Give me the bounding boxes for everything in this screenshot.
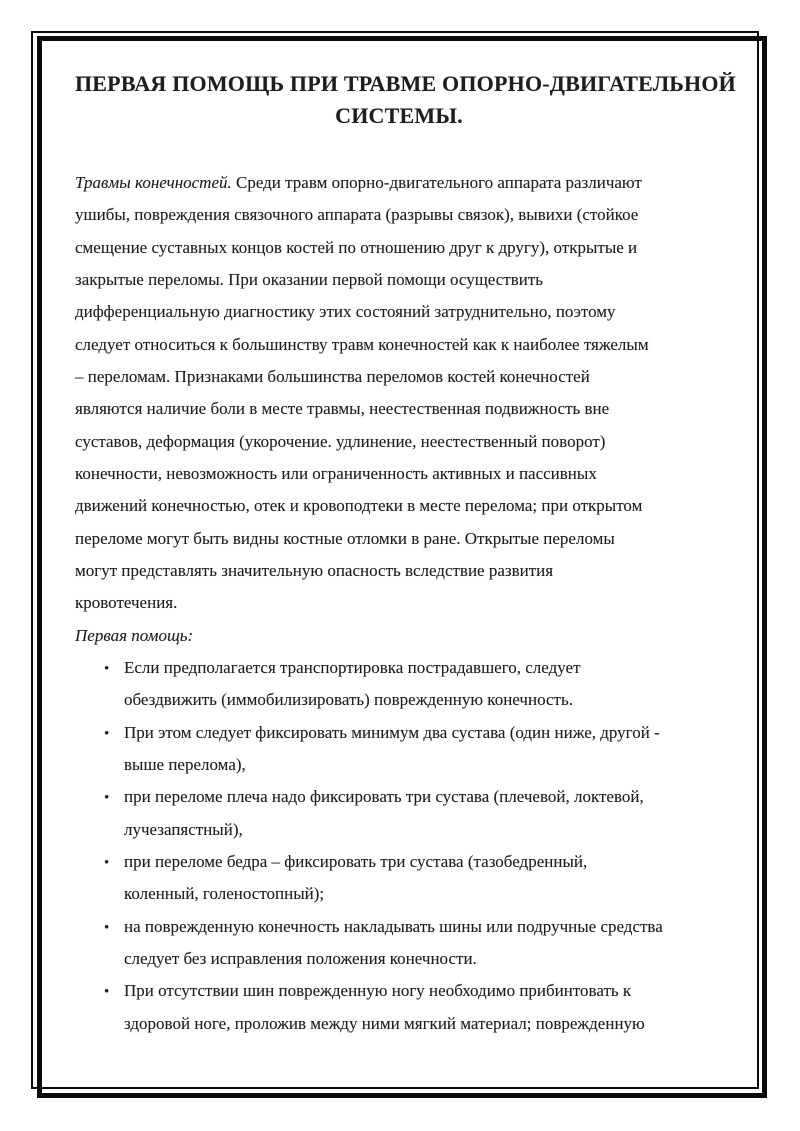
section-heading-italic: Первая помощь: [75,625,194,645]
bullet-item-line [75,781,743,813]
paragraph-text: Среди травм опорно-двигательного аппарата различают [231,173,642,192]
bullet-item-line [75,717,743,749]
document-body [75,167,743,1040]
bullet-text: При отсутствии шин поврежденную ногу необходимо прибинтовать к [124,981,632,1001]
bullet-icon: • [104,984,110,1001]
bullet-item-line [75,911,743,943]
paragraph-line: – переломам. Признаками большинства переломов костей конечностей [75,366,590,386]
paragraph-lead-italic: Травмы конечностей. [75,173,232,192]
title-line: ПЕРВАЯ ПОМОЩЬ ПРИ ТРАВМЕ ОПОРНО-ДВИГАТЕЛЬНОЙ [75,71,736,96]
paragraph-line [75,167,743,199]
bullet-icon: • [104,790,110,807]
paragraph-line: переломе могут быть видны костные отломки в ране. Открытые переломы [75,528,615,548]
paragraph-line [75,620,743,652]
bullet-item-line [75,652,743,684]
paragraph-line: могут представлять значительную опасность вследствие развития [75,560,554,580]
paragraph-line: движений конечностью, отек и кровоподтеки в месте перелома; при открытом [75,496,643,516]
bullet-text: при переломе плеча надо фиксировать три сустава (плечевой, локтевой, [124,787,644,807]
paragraph-line: суставов, деформация (укорочение. удлинение, неестественный поворот) [75,431,606,451]
paragraph-line: здоровой ноге, проложив между ними мягкий материал; поврежденную [124,1013,645,1033]
paragraph-line: коленный, голеностопный); [124,884,325,904]
document-title [75,68,736,133]
paragraph-line: дифференциальную диагностику этих состояний затруднительно, поэтому [75,302,616,322]
paragraph-line: являются наличие боли в месте травмы, неестественная подвижность вне [75,399,610,419]
bullet-item-line [75,975,743,1007]
paragraph-line: закрытые переломы. При оказании первой помощи осуществить [75,269,544,289]
title-line: СИСТЕМЫ. [335,103,463,129]
bullet-text: При этом следует фиксировать минимум два сустава (один ниже, другой - [124,722,660,742]
paragraph-line: следует без исправления положения конечности. [124,948,477,968]
paragraph-line: следует относиться к большинству травм конечностей как к наиболее тяжелым [75,334,649,354]
bullet-text: Если предполагается транспортировка пострадавшего, следует [124,657,581,677]
bullet-item-line [75,846,743,878]
paragraph-line: конечности, невозможность или ограниченность активных и пассивных [75,463,597,483]
paragraph-line: выше перелома), [124,754,246,774]
paragraph-line: смещение суставных концов костей по отношению друг к другу), открытые и [75,237,638,257]
bullet-icon: • [104,725,110,742]
paragraph-line: лучезапястный), [124,819,243,839]
bullet-text: на поврежденную конечность накладывать шины или подручные средства [124,916,663,936]
paragraph-line: ушибы, повреждения связочного аппарата (разрывы связок), вывихи (стойкое [75,205,639,225]
bullet-text: при переломе бедра – фиксировать три сустава (тазобедренный, [124,851,588,871]
bullet-icon: • [104,660,110,677]
paragraph-line: обездвижить (иммобилизировать) поврежденную конечность. [124,690,573,710]
paragraph-line: кровотечения. [75,593,178,613]
bullet-icon: • [104,854,110,871]
bullet-icon: • [104,919,110,936]
